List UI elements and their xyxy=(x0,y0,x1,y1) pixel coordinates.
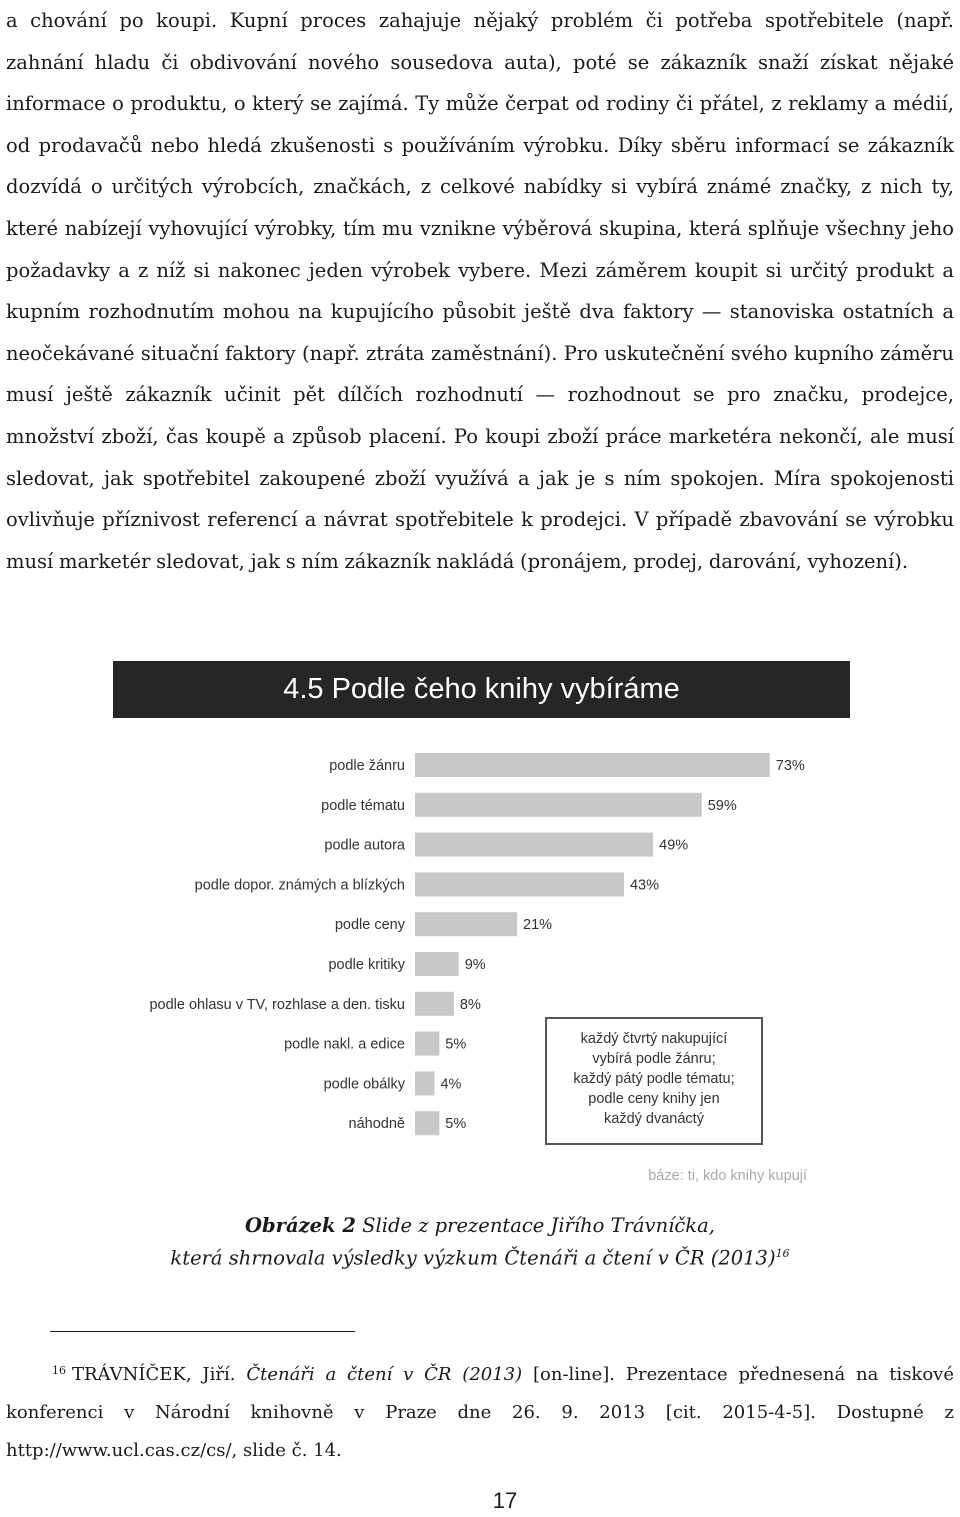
figure-label: Obrázek 2 xyxy=(245,1214,356,1237)
bar xyxy=(415,1071,434,1095)
data-label: 49% xyxy=(659,837,689,854)
bar xyxy=(415,952,459,976)
bar xyxy=(415,912,517,936)
data-label: 9% xyxy=(464,957,486,973)
category-label: podle ohlasu v TV, rozhlase a den. tisku xyxy=(149,996,405,1013)
bar xyxy=(415,1032,439,1056)
caption-footnote-ref: 16 xyxy=(775,1247,790,1260)
footnote-author: TRÁVNÍČEK, Jiří. xyxy=(72,1364,247,1385)
category-label: podle tématu xyxy=(321,797,405,814)
category-label: podle dopor. známých a blízkých xyxy=(194,877,405,894)
bar-chart xyxy=(113,661,850,1190)
data-label: 5% xyxy=(445,1036,467,1053)
data-label: 5% xyxy=(445,1116,467,1133)
category-label: náhodně xyxy=(348,1116,405,1133)
footnote-rest: [on-line]. Prezentace přednesená na tiskové konferenci v Národní knihovně v Praze dne 26. 9. 2013 [cit. 2015-4-5]. Dostupné z http://www.ucl.cas.cz/cs/, slide č. 14. xyxy=(6,1364,954,1461)
data-label: 43% xyxy=(629,877,660,894)
annotation-line: každý pátý podle tématu; xyxy=(573,1071,735,1087)
footnote-rule xyxy=(50,1331,355,1332)
annotation-line: každý dvanáctý xyxy=(604,1111,704,1127)
footnote xyxy=(6,1352,954,1470)
footnote-title: Čtenáři a čtení v ČR (2013) xyxy=(246,1364,523,1385)
page-number: 17 xyxy=(492,1488,518,1513)
category-label: podle autora xyxy=(324,837,405,854)
chart-slide xyxy=(113,661,850,1190)
data-label: 59% xyxy=(707,797,737,814)
category-label: podle ceny xyxy=(334,917,405,934)
footnote-number: 16 xyxy=(52,1364,66,1377)
caption-text-1: Slide z prezentace Jiřího Trávníčka, xyxy=(355,1214,715,1237)
data-label: 4% xyxy=(440,1076,462,1093)
figure-caption-line1 xyxy=(0,1212,960,1240)
chart-title: 4.5 Podle čeho knihy vybíráme xyxy=(113,661,850,718)
bar xyxy=(415,753,770,777)
bar xyxy=(415,872,624,896)
data-label: 8% xyxy=(459,996,481,1013)
caption-text-2: která shrnovala výsledky výzkum Čtenáři a čtení v ČR (2013) xyxy=(170,1246,776,1270)
body-paragraph: a chování po koupi. Kupní proces zahajuje nějaký problém či potřeba spotřebitele (např. zahnání hladu či obdivování nového sousedova auta), poté se zákazník snaží získat nějaké informace o produktu, o který se zajímá. Ty může čerpat od rodiny či přátel, z reklamy a médií, od prodavačů nebo hledá zkušenosti s používáním výrobku. Díky sběru informací se zákazník dozvídá o určitých výrobcích, značkách, z celkové nabídky si vybírá známé značky, z nich ty, které nabízejí vyhovující výrobky, tím mu vznikne výběrová skupina, která splňuje všechny jeho požadavky a z níž si nakonec jeden výrobek vybere. Mezi záměrem koupit si určitý produkt a kupním rozhodnutím mohou na kupujícího působit ještě dva faktory — stanoviska ostatních a neočekávané situační faktory (např. ztráta zaměstnání). Pro uskutečnění svého kupního záměru musí ještě zákazník učinit pět dílčích rozhodnutí — rozhodnout se pro značku, prodejce, množství zboží, čas koupě a způsob placení. Po koupi zboží práce marketéra nekončí, ale musí sledovat, jak spotřebitel zakoupené zboží využívá a jak je s ním spokojen. Míra spokojenosti ovlivňuje příznivost referencí a návrat spotřebitele k prodejci. V případě zbavování se výrobku musí marketér sledovat, jak s ním zákazník nakládá (pronájem, prodej, darování, vyhození). xyxy=(6,9,954,573)
base-note: báze: ti, kdo knihy kupují xyxy=(648,1168,807,1184)
category-label: podle obálky xyxy=(323,1076,405,1093)
category-label: podle nakl. a edice xyxy=(284,1036,405,1053)
data-label: 73% xyxy=(775,758,805,774)
bar xyxy=(415,793,702,817)
annotation-line: podle ceny knihy jen xyxy=(588,1091,720,1107)
category-label: podle žánru xyxy=(329,758,405,774)
data-label: 21% xyxy=(523,917,553,934)
annotation-line: vybírá podle žánru; xyxy=(592,1051,716,1067)
bar xyxy=(415,1111,439,1135)
figure-caption-line2 xyxy=(0,1240,960,1273)
annotation-line: každý čtvrtý nakupující xyxy=(580,1031,728,1047)
category-label: podle kritiky xyxy=(328,957,405,973)
bar xyxy=(415,833,653,857)
bar xyxy=(415,992,454,1016)
